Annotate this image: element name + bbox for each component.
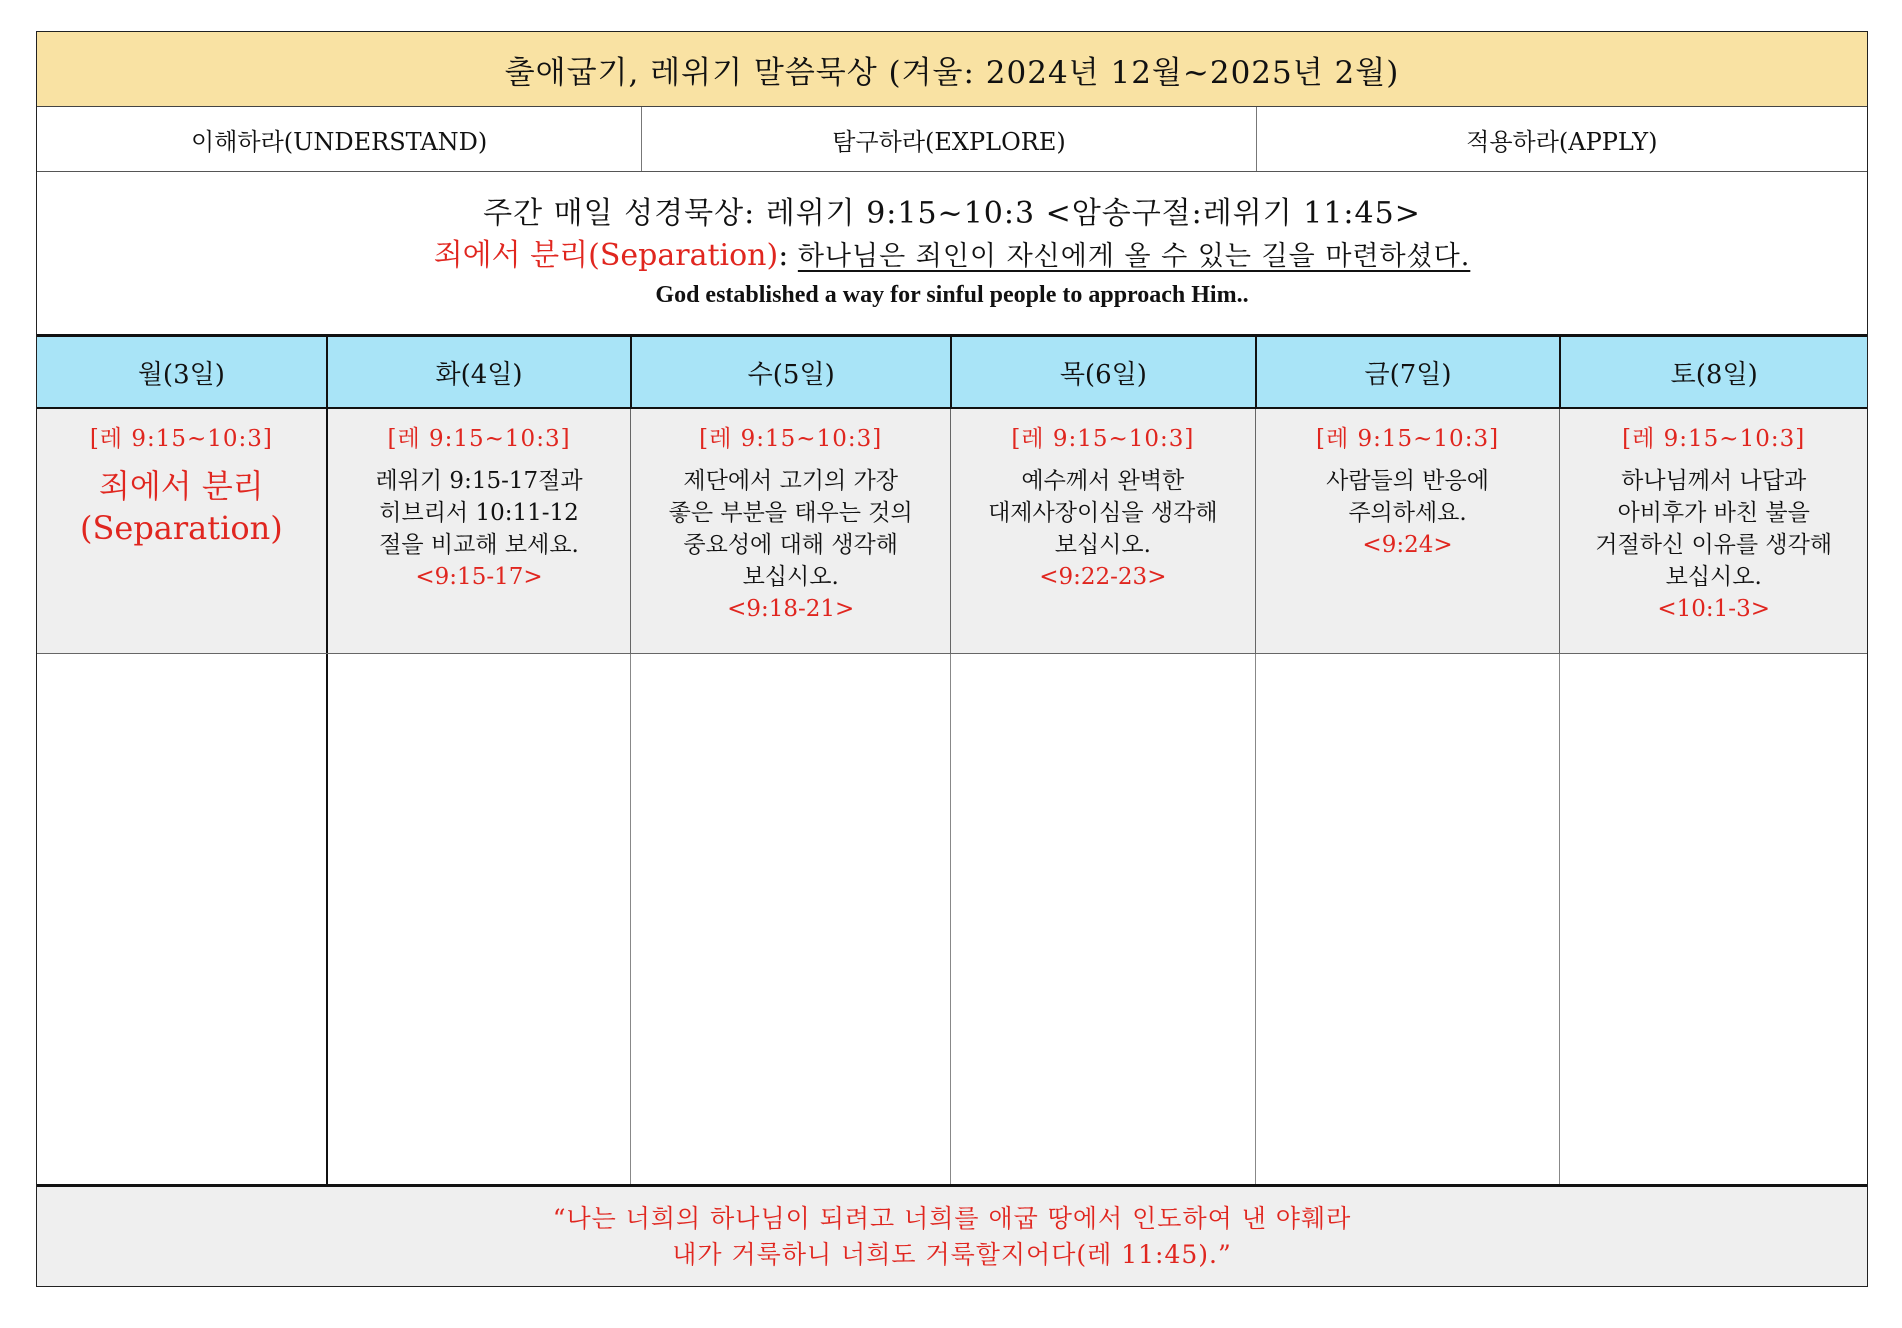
reading-line: 주의하세요.	[1348, 500, 1467, 526]
separation-title	[37, 465, 326, 549]
reading-ref: [레 9:15~10:3]	[1316, 426, 1500, 452]
reading-ref: [레 9:15~10:3]	[89, 426, 273, 452]
sheet-title: 출애굽기, 레위기 말씀묵상 (겨울: 2024년 12월~2025년 2월)	[37, 32, 1867, 107]
devotion-sheet	[36, 31, 1868, 1287]
reading-line: 보십시오.	[1665, 564, 1762, 590]
verse-ref: <9:22-23>	[1039, 564, 1167, 590]
reading-line: 절을 비교해 보세요.	[379, 532, 579, 558]
reading-tue	[326, 409, 631, 653]
day-header-tue: 화(4일)	[326, 337, 631, 407]
notes-wed[interactable]	[630, 654, 950, 1184]
reading-line: 레위기 9:15-17절과	[375, 468, 583, 494]
weekly-reading-line: 주간 매일 성경묵상: 레위기 9:15~10:3 <암송구절:레위기 11:45>	[483, 196, 1421, 231]
step-understand: 이해하라(UNDERSTAND)	[191, 127, 488, 156]
memory-verse-line1: “나는 너희의 하나님이 되려고 너희를 애굽 땅에서 인도하여 낸 야훼라	[552, 1204, 1352, 1233]
reading-line: 대제사장이심을 생각해	[988, 500, 1218, 526]
day-header-mon: 월(3일)	[37, 337, 326, 407]
topic-line	[37, 230, 1867, 276]
notes-mon[interactable]	[37, 654, 326, 1184]
reading-ref: [레 9:15~10:3]	[699, 426, 883, 452]
reading-line: 예수께서 완벽한	[1021, 468, 1185, 494]
steps-row	[37, 107, 1867, 172]
verse-ref: <9:18-21>	[727, 596, 855, 622]
reading-ref: [레 9:15~10:3]	[1011, 426, 1195, 452]
reading-line: 제단에서 고기의 가장	[683, 468, 898, 494]
step-apply: 적용하라(APPLY)	[1256, 107, 1867, 171]
day-header-row	[37, 337, 1867, 409]
topic-summary: 하나님은 죄인이 자신에게 올 수 있는 길을 마련하셨다.	[797, 241, 1471, 272]
day-header-fri: 금(7일)	[1255, 337, 1560, 407]
daily-grid	[37, 334, 1867, 1184]
reading-line: 히브리서 10:11-12	[379, 500, 579, 526]
reading-line: 사람들의 반응에	[1326, 468, 1489, 494]
reading-line: 보십시오.	[742, 564, 839, 590]
english-summary: God established a way for sinful people to approach Him..	[655, 282, 1249, 308]
day-header-sat: 토(8일)	[1559, 337, 1867, 407]
reading-line: 거절하신 이유를 생각해	[1595, 532, 1833, 558]
memory-verse	[37, 1184, 1867, 1286]
notes-row	[37, 654, 1867, 1184]
verse-ref: <10:1-3>	[1657, 596, 1770, 622]
separation-title-ko: 죄에서 분리	[98, 467, 264, 505]
reading-fri	[1255, 409, 1560, 653]
reading-ref: [레 9:15~10:3]	[387, 426, 571, 452]
verse-ref: <9:24>	[1362, 532, 1453, 558]
day-header-thu: 목(6일)	[950, 337, 1255, 407]
memory-verse-line2: 내가 거룩하니 너희도 거룩할지어다(레 11:45).”	[672, 1240, 1232, 1269]
reading-ref: [레 9:15~10:3]	[1622, 426, 1806, 452]
reading-line: 보십시오.	[1054, 532, 1151, 558]
reading-line: 중요성에 대해 생각해	[683, 532, 898, 558]
verse-ref: <9:15-17>	[415, 564, 543, 590]
topic-title: 죄에서 분리(Separation)	[433, 238, 779, 273]
reading-line: 아비후가 바친 불을	[1617, 500, 1810, 526]
reading-row	[37, 409, 1867, 654]
notes-sat[interactable]	[1559, 654, 1867, 1184]
step-explore: 탐구하라(EXPLORE)	[641, 107, 1255, 171]
reading-wed	[630, 409, 950, 653]
weekly-theme	[37, 172, 1867, 334]
reading-sat	[1559, 409, 1867, 653]
reading-line: 하나님께서 나답과	[1621, 468, 1807, 494]
notes-tue[interactable]	[326, 654, 631, 1184]
notes-thu[interactable]	[950, 654, 1255, 1184]
notes-fri[interactable]	[1255, 654, 1560, 1184]
reading-thu	[950, 409, 1255, 653]
reading-mon	[37, 409, 326, 653]
reading-line: 좋은 부분을 태우는 것의	[668, 500, 913, 526]
separation-title-en: (Separation)	[79, 509, 283, 547]
topic-colon: :	[778, 238, 798, 273]
day-header-wed: 수(5일)	[630, 337, 950, 407]
